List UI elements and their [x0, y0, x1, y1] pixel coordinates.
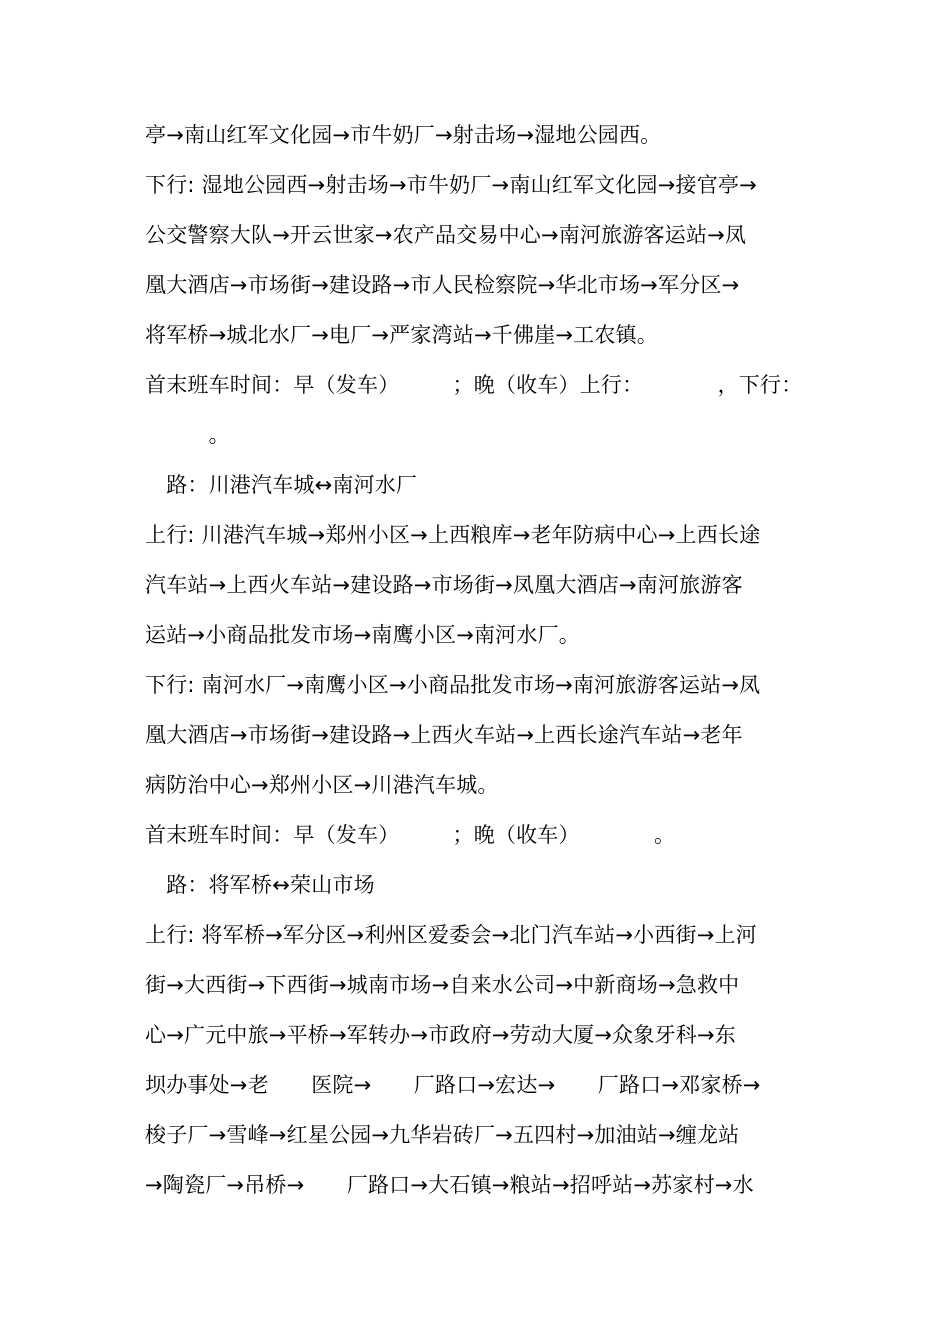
text-line-18: 街→大西街→下西街→城南市场→自来水公司→中新商场→急救中	[145, 973, 740, 997]
text-line-13: 凰大酒店→市场街→建设路→上西火车站→上西长途汽车站→老年	[145, 723, 743, 747]
text-line-11: 运站→小商品批发市场→南鹰小区→南河水厂。	[145, 623, 580, 647]
text-line-14: 病防治中心→郑州小区→川港汽车城。	[145, 773, 499, 797]
text-line-10: 汽车站→上西火车站→建设路→市场街→凤凰大酒店→南河旅游客	[145, 573, 743, 597]
route-heading-3: 路：将军桥↔荣山市场	[145, 873, 375, 897]
text-line-3: 公交警察大队→开云世家→农产品交易中心→南河旅游客运站→凤	[145, 223, 747, 247]
text-line-15: 首末班车时间：早（发车） ；晚（收车） 。	[145, 823, 676, 847]
text-line-2: 下行: 湿地公园西→射击场→市牛奶厂→南山红军文化园→接官亭→	[145, 173, 757, 197]
text-line-7: 。	[145, 423, 230, 447]
text-line-6: 首末班车时间：早（发车） ；晚（收车）上行： ，下行：	[145, 373, 803, 397]
route-heading-2: 路：川港汽车城↔南河水厂	[145, 473, 418, 497]
text-line-17: 上行: 将军桥→军分区→利州区爱委会→北门汽车站→小西街→上河	[145, 923, 757, 947]
text-line-9: 上行: 川港汽车城→郑州小区→上西粮库→老年防病中心→上西长途	[145, 523, 761, 547]
text-line-21: 梭子厂→雪峰→红星公园→九华岩砖厂→五四村→加油站→缠龙站	[145, 1123, 740, 1147]
text-line-19: 心→广元中旅→平桥→军转办→市政府→劳动大厦→众象牙科→东	[145, 1023, 736, 1047]
text-line-5: 将军桥→城北水厂→电厂→严家湾站→千佛崖→工农镇。	[145, 323, 658, 347]
text-line-1: 亭→南山红军文化园→市牛奶厂→射击场→湿地公园西。	[145, 123, 662, 147]
text-line-22: →陶瓷厂→吊桥→ 厂路口→大石镇→粮站→招呼站→苏家村→水	[145, 1173, 754, 1197]
text-line-4: 凰大酒店→市场街→建设路→市人民检察院→华北市场→军分区→	[145, 273, 740, 297]
text-line-12: 下行: 南河水厂→南鹰小区→小商品批发市场→南河旅游客运站→凤	[145, 673, 761, 697]
text-line-20: 坝办事处→老 医院→ 厂路口→宏达→ 厂路口→邓家桥→	[145, 1073, 761, 1097]
